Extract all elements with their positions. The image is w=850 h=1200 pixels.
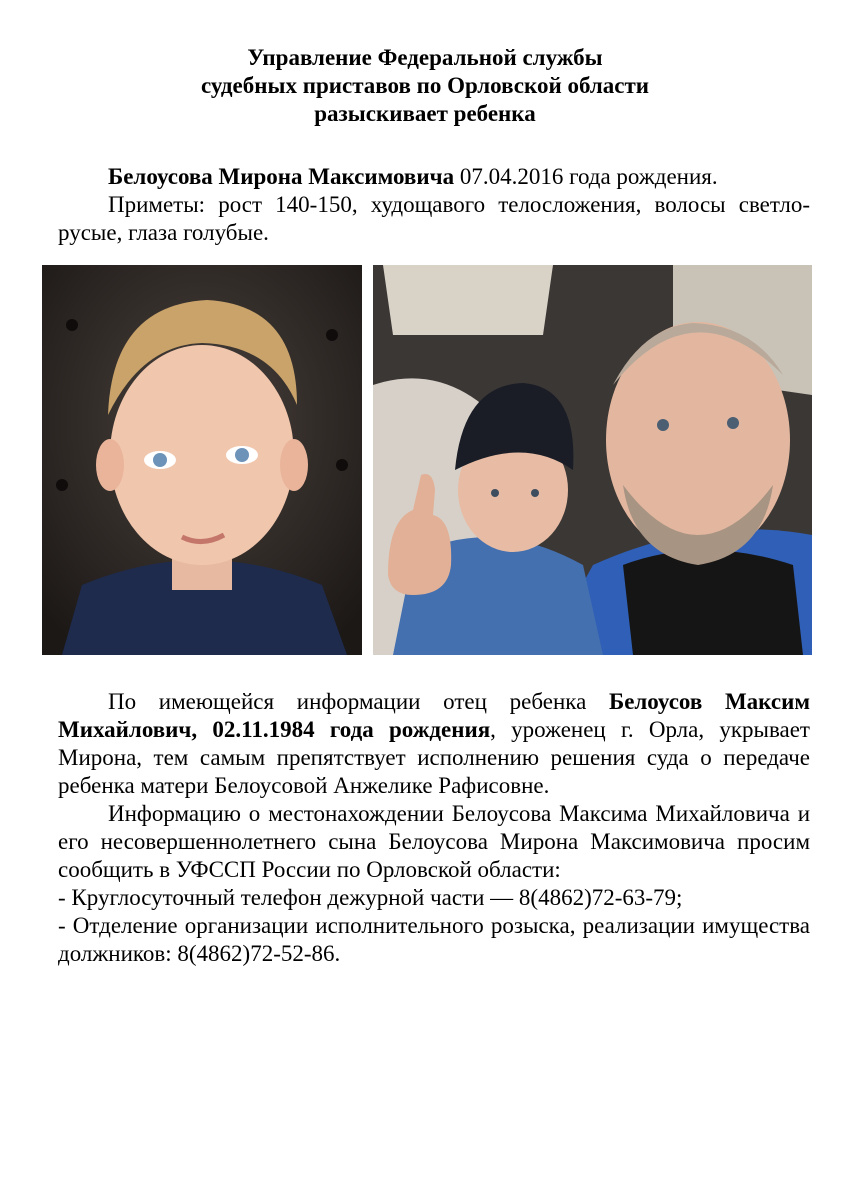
body-block	[58, 688, 810, 968]
contact-search-department: - Отделение организации исполнительного розыска, реализации имущества должников: 8(4862)72-52-86.	[58, 913, 810, 966]
child-features: Приметы: рост 140-150, худощавого телосложения, волосы светло-русые, глаза голубые.	[58, 192, 810, 245]
father-name-bold: Белоусов Максим Михайлович, 02.11.1984 года рождения	[58, 689, 810, 742]
child-line	[58, 163, 810, 191]
document-header	[0, 44, 850, 128]
father-son-photo	[373, 265, 812, 655]
header-line-1: Управление Федеральной службы	[247, 45, 603, 70]
father-paragraph	[58, 688, 810, 800]
child-name: Белоусова Мирона Максимовича	[108, 164, 455, 189]
header-line-2: судебных приставов по Орловской области	[200, 73, 650, 98]
contact-duty-phone: - Круглосуточный телефон дежурной части — 8(4862)72-63-79;	[58, 885, 683, 910]
child-birth: 07.04.2016 года рождения.	[454, 164, 718, 189]
father-paragraph-end: , уроженец г. Орла, укрывает Мирона, тем самым препятствует исполнению решения суда о передаче ребенка матери Белоусовой Анжелике Рафисовне.	[58, 717, 810, 798]
father-son-photo-image	[373, 265, 812, 655]
father-paragraph-start: По имеющейся информации отец ребенка	[108, 689, 609, 714]
header-line-3: разыскивает ребенка	[314, 101, 536, 126]
child-photo-image	[42, 265, 362, 655]
intro-block	[58, 163, 810, 247]
child-photo	[42, 265, 362, 655]
request-paragraph: Информацию о местонахождении Белоусова Максима Михайловича и его несовершеннолетнего сына Белоусова Мирона Максимовича просим сообщить в УФССП России по Орловской области:	[58, 801, 810, 882]
